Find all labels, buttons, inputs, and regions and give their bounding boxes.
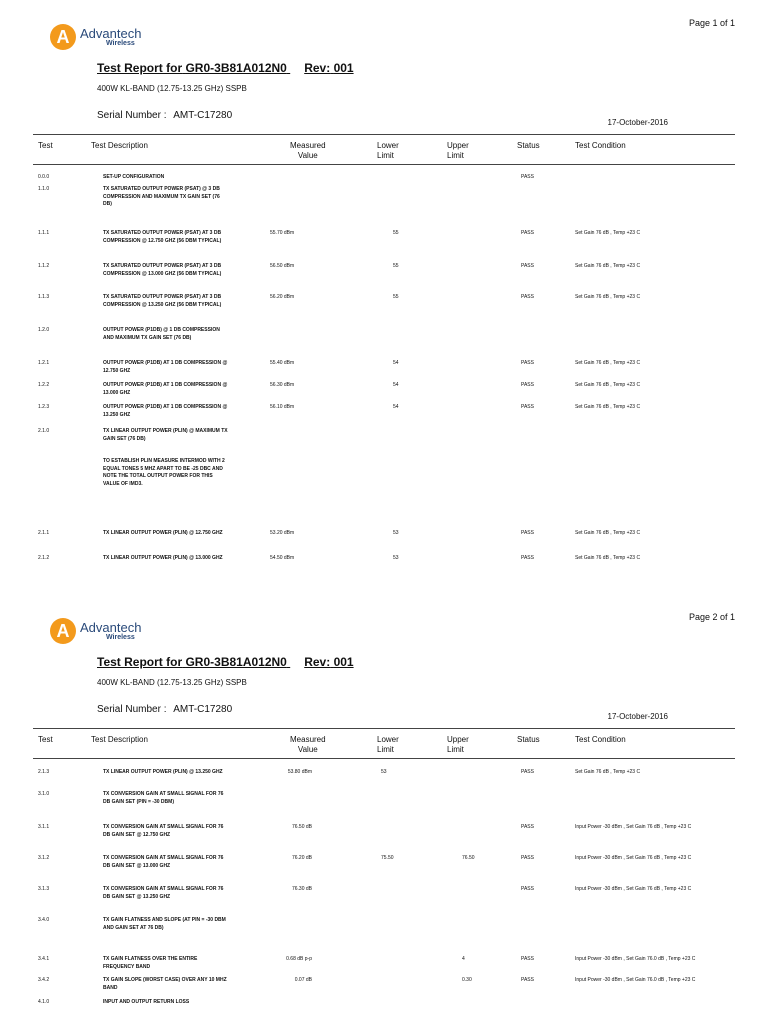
part-number: GR0-3B81A012N0 xyxy=(185,61,287,75)
test-condition: Set Gain 76 dB , Temp +23 C xyxy=(575,230,641,236)
test-id: 1.2.3 xyxy=(38,404,50,410)
status: PASS xyxy=(521,769,534,775)
test-id: 4.1.0 xyxy=(38,999,50,1005)
test-description: TX SATURATED OUTPUT POWER (PSAT) AT 3 DB COMPRESSION @ 12.750 GHZ (56 DBM TYPICAL) xyxy=(103,230,222,244)
measured-value: 53.80 dBm xyxy=(287,769,312,775)
test-condition: Input Power -30 dBm , Set Gain 76 dB , Temp +23 C xyxy=(575,886,692,892)
test-condition: Input Power -30 dBm , Set Gain 76 dB , Temp +23 C xyxy=(575,824,692,830)
header-rule-top xyxy=(33,728,735,729)
lower-limit: 53 xyxy=(393,555,399,561)
serial-label: Serial Number : xyxy=(97,704,167,715)
test-id: 3.1.0 xyxy=(38,791,50,797)
status: PASS xyxy=(521,530,534,536)
lower-limit: 75.50 xyxy=(381,855,394,861)
upper-limit: 0.30 xyxy=(462,977,472,983)
part-number: GR0-3B81A012N0 xyxy=(185,655,287,669)
brand-sub: Wireless xyxy=(106,634,135,641)
test-description: TX LINEAR OUTPUT POWER (PLIN) @ MAXIMUM TX GAIN SET (76 DB) TO ESTABLISH PLIN MEASURE INTERMOD WITH 2 EQUAL TONES 5 MHZ APART TO BE -25 DBC AND NOTE THE TOTAL OUTPUT POWER FOR THIS VALUE OF IMD3. xyxy=(103,428,228,487)
lower-limit: 55 xyxy=(393,263,399,269)
test-description: TX CONVERSION GAIN AT SMALL SIGNAL FOR 76 DB GAIN SET @ 13.250 GHZ xyxy=(103,886,224,900)
test-description: TX LINEAR OUTPUT POWER (PLIN) @ 13.250 GHZ xyxy=(103,769,223,775)
test-id: 1.2.2 xyxy=(38,382,50,388)
measured-value: 53.20 dBm xyxy=(270,530,295,536)
test-description: TX GAIN FLATNESS AND SLOPE (AT PIN = -30 DBM AND GAIN SET AT 76 DB) xyxy=(103,917,226,931)
col-lower: Lower Limit xyxy=(377,735,399,754)
lower-limit: 54 xyxy=(393,382,399,388)
serial-line xyxy=(97,704,232,715)
test-description: TX CONVERSION GAIN AT SMALL SIGNAL FOR 76 DB GAIN SET @ 13.000 GHZ xyxy=(103,855,224,869)
measured-value: 76.20 dB xyxy=(291,855,312,861)
col-desc: Test Description xyxy=(91,141,148,150)
test-id: 1.1.0 xyxy=(38,186,50,192)
col-condition: Test Condition xyxy=(575,735,626,744)
serial-number: AMT-C17280 xyxy=(173,704,233,715)
test-description: TX SATURATED OUTPUT POWER (PSAT) AT 3 DB COMPRESSION @ 13.000 GHZ (56 DBM TYPICAL) xyxy=(103,263,222,277)
status: PASS xyxy=(521,360,534,366)
test-id: 2.1.0 xyxy=(38,428,50,434)
test-description: TX CONVERSION GAIN AT SMALL SIGNAL FOR 76 DB GAIN SET @ 12.750 GHZ xyxy=(103,824,224,838)
lower-limit: 54 xyxy=(393,404,399,410)
title-prefix: Test Report for xyxy=(97,655,183,669)
status: PASS xyxy=(521,956,534,962)
serial-label: Serial Number : xyxy=(97,110,167,121)
test-condition: Set Gain 76 dB , Temp +23 C xyxy=(575,530,641,536)
col-condition: Test Condition xyxy=(575,141,626,150)
test-description: SET-UP CONFIGURATION xyxy=(103,174,165,180)
test-id: 2.1.1 xyxy=(38,530,50,536)
test-id: 2.1.2 xyxy=(38,555,50,561)
test-id: 3.1.1 xyxy=(38,824,50,830)
brand-name: Advantech xyxy=(80,620,142,635)
rev-label: Rev: xyxy=(304,655,331,669)
status: PASS xyxy=(521,404,534,410)
header-rule-bottom xyxy=(33,164,735,165)
measured-value: 54.50 dBm xyxy=(270,555,295,561)
title-prefix: Test Report for xyxy=(97,61,183,75)
report-date: 17-October-2016 xyxy=(607,118,668,127)
lower-limit: 53 xyxy=(393,530,399,536)
rev-value: 001 xyxy=(333,655,354,669)
lower-limit: 55 xyxy=(393,230,399,236)
status: PASS xyxy=(521,977,534,983)
test-description: TX SATURATED OUTPUT POWER (PSAT) AT 3 DB COMPRESSION @ 13.250 GHZ (56 DBM TYPICAL) xyxy=(103,294,222,308)
company-logo xyxy=(50,24,141,50)
test-id: 1.1.1 xyxy=(38,230,50,236)
measured-value: 56.10 dBm xyxy=(270,404,295,410)
measured-value: 56.50 dBm xyxy=(270,263,295,269)
col-status: Status xyxy=(517,735,540,744)
serial-number: AMT-C17280 xyxy=(173,110,233,121)
test-condition: Input Power -30 dBm , Set Gain 76.0 dB , Temp +23 C xyxy=(575,977,696,983)
upper-limit: 76.50 xyxy=(462,855,475,861)
col-test: Test xyxy=(38,735,53,744)
test-id: 1.2.1 xyxy=(38,360,50,366)
status: PASS xyxy=(521,555,534,561)
col-measured: Measured Value xyxy=(290,735,326,754)
col-lower: Lower Limit xyxy=(377,141,399,160)
test-id: 2.1.3 xyxy=(38,769,50,775)
status: PASS xyxy=(521,886,534,892)
test-condition: Input Power -30 dBm , Set Gain 76 dB , Temp +23 C xyxy=(575,855,692,861)
report-title xyxy=(97,655,354,669)
test-description: TX GAIN SLOPE (WORST CASE) OVER ANY 10 MHZ BAND xyxy=(103,977,227,991)
test-id: 3.1.2 xyxy=(38,855,50,861)
logo-a-icon: A xyxy=(50,618,76,644)
brand-name: Advantech xyxy=(80,26,142,41)
test-id: 3.4.0 xyxy=(38,917,50,923)
product-band: 400W KL-BAND (12.75-13.25 GHz) SSPB xyxy=(97,84,247,93)
rev-label: Rev: xyxy=(304,61,331,75)
test-id: 1.1.2 xyxy=(38,263,50,269)
page-number: Page 2 of 1 xyxy=(688,612,735,622)
lower-limit: 54 xyxy=(393,360,399,366)
logo-a-icon: A xyxy=(50,24,76,50)
test-condition: Set Gain 76 dB , Temp +23 C xyxy=(575,382,641,388)
measured-value: 0.07 dB xyxy=(294,977,312,983)
report-title xyxy=(97,61,354,75)
col-upper: Upper Limit xyxy=(447,141,469,160)
status: PASS xyxy=(521,263,534,269)
upper-limit: 4 xyxy=(462,956,465,962)
test-description: OUTPUT POWER (P1DB) @ 1 DB COMPRESSION AND MAXIMUM TX GAIN SET (76 DB) xyxy=(103,327,220,341)
test-id: 3.1.3 xyxy=(38,886,50,892)
status: PASS xyxy=(521,230,534,236)
test-condition: Set Gain 76 dB , Temp +23 C xyxy=(575,360,641,366)
serial-line xyxy=(97,110,232,121)
test-condition: Set Gain 76 dB , Temp +23 C xyxy=(575,263,641,269)
test-id: 1.2.0 xyxy=(38,327,50,333)
status: PASS xyxy=(521,855,534,861)
company-logo xyxy=(50,618,141,644)
test-condition: Input Power -30 dBm , Set Gain 76.0 dB , Temp +23 C xyxy=(575,956,696,962)
col-upper: Upper Limit xyxy=(447,735,469,754)
report-page-2 xyxy=(0,594,768,1024)
test-id: 3.4.1 xyxy=(38,956,50,962)
measured-value: 56.20 dBm xyxy=(270,294,295,300)
test-description: INPUT AND OUTPUT RETURN LOSS xyxy=(103,999,190,1005)
product-band: 400W KL-BAND (12.75-13.25 GHz) SSPB xyxy=(97,678,247,687)
col-desc: Test Description xyxy=(91,735,148,744)
test-description: TX LINEAR OUTPUT POWER (PLIN) @ 13.000 GHZ xyxy=(103,555,223,561)
test-id: 1.1.3 xyxy=(38,294,50,300)
test-description: TX LINEAR OUTPUT POWER (PLIN) @ 12.750 GHZ xyxy=(103,530,223,536)
status: PASS xyxy=(521,174,534,180)
test-id: 3.4.2 xyxy=(38,977,50,983)
header-rule-top xyxy=(33,134,735,135)
measured-value: 55.40 dBm xyxy=(270,360,295,366)
measured-value: 76.50 dB xyxy=(291,824,312,830)
report-date: 17-October-2016 xyxy=(607,712,668,721)
status: PASS xyxy=(521,824,534,830)
test-description: OUTPUT POWER (P1DB) AT 1 DB COMPRESSION @ 13.250 GHZ xyxy=(103,404,228,418)
col-measured: Measured Value xyxy=(290,141,326,160)
rev-value: 001 xyxy=(333,61,354,75)
status: PASS xyxy=(521,294,534,300)
status: PASS xyxy=(521,382,534,388)
test-description: TX GAIN FLATNESS OVER THE ENTIRE FREQUENCY BAND xyxy=(103,956,198,970)
header-rule-bottom xyxy=(33,758,735,759)
measured-value: 76.30 dB xyxy=(291,886,312,892)
lower-limit: 55 xyxy=(393,294,399,300)
test-condition: Set Gain 76 dB , Temp +23 C xyxy=(575,769,641,775)
test-description: TX CONVERSION GAIN AT SMALL SIGNAL FOR 76 DB GAIN SET (PIN = -30 DBM) xyxy=(103,791,224,805)
test-condition: Set Gain 76 dB , Temp +23 C xyxy=(575,294,641,300)
test-description: OUTPUT POWER (P1DB) AT 1 DB COMPRESSION @ 12.750 GHZ xyxy=(103,360,228,374)
test-description: TX SATURATED OUTPUT POWER (PSAT) @ 3 DB COMPRESSION AND MAXIMUM TX GAIN SET (76 DB) xyxy=(103,186,220,207)
lower-limit: 53 xyxy=(381,769,387,775)
test-id: 0.0.0 xyxy=(38,174,50,180)
test-condition: Set Gain 76 dB , Temp +23 C xyxy=(575,404,641,410)
measured-value: 0.68 dB p-p xyxy=(286,956,312,962)
col-test: Test xyxy=(38,141,53,150)
brand-sub: Wireless xyxy=(106,40,135,47)
measured-value: 55.70 dBm xyxy=(270,230,295,236)
measured-value: 56.30 dBm xyxy=(270,382,295,388)
test-description: OUTPUT POWER (P1DB) AT 1 DB COMPRESSION @ 13.000 GHZ xyxy=(103,382,228,396)
page-number: Page 1 of 1 xyxy=(688,18,735,28)
col-status: Status xyxy=(517,141,540,150)
test-condition: Set Gain 76 dB , Temp +23 C xyxy=(575,555,641,561)
